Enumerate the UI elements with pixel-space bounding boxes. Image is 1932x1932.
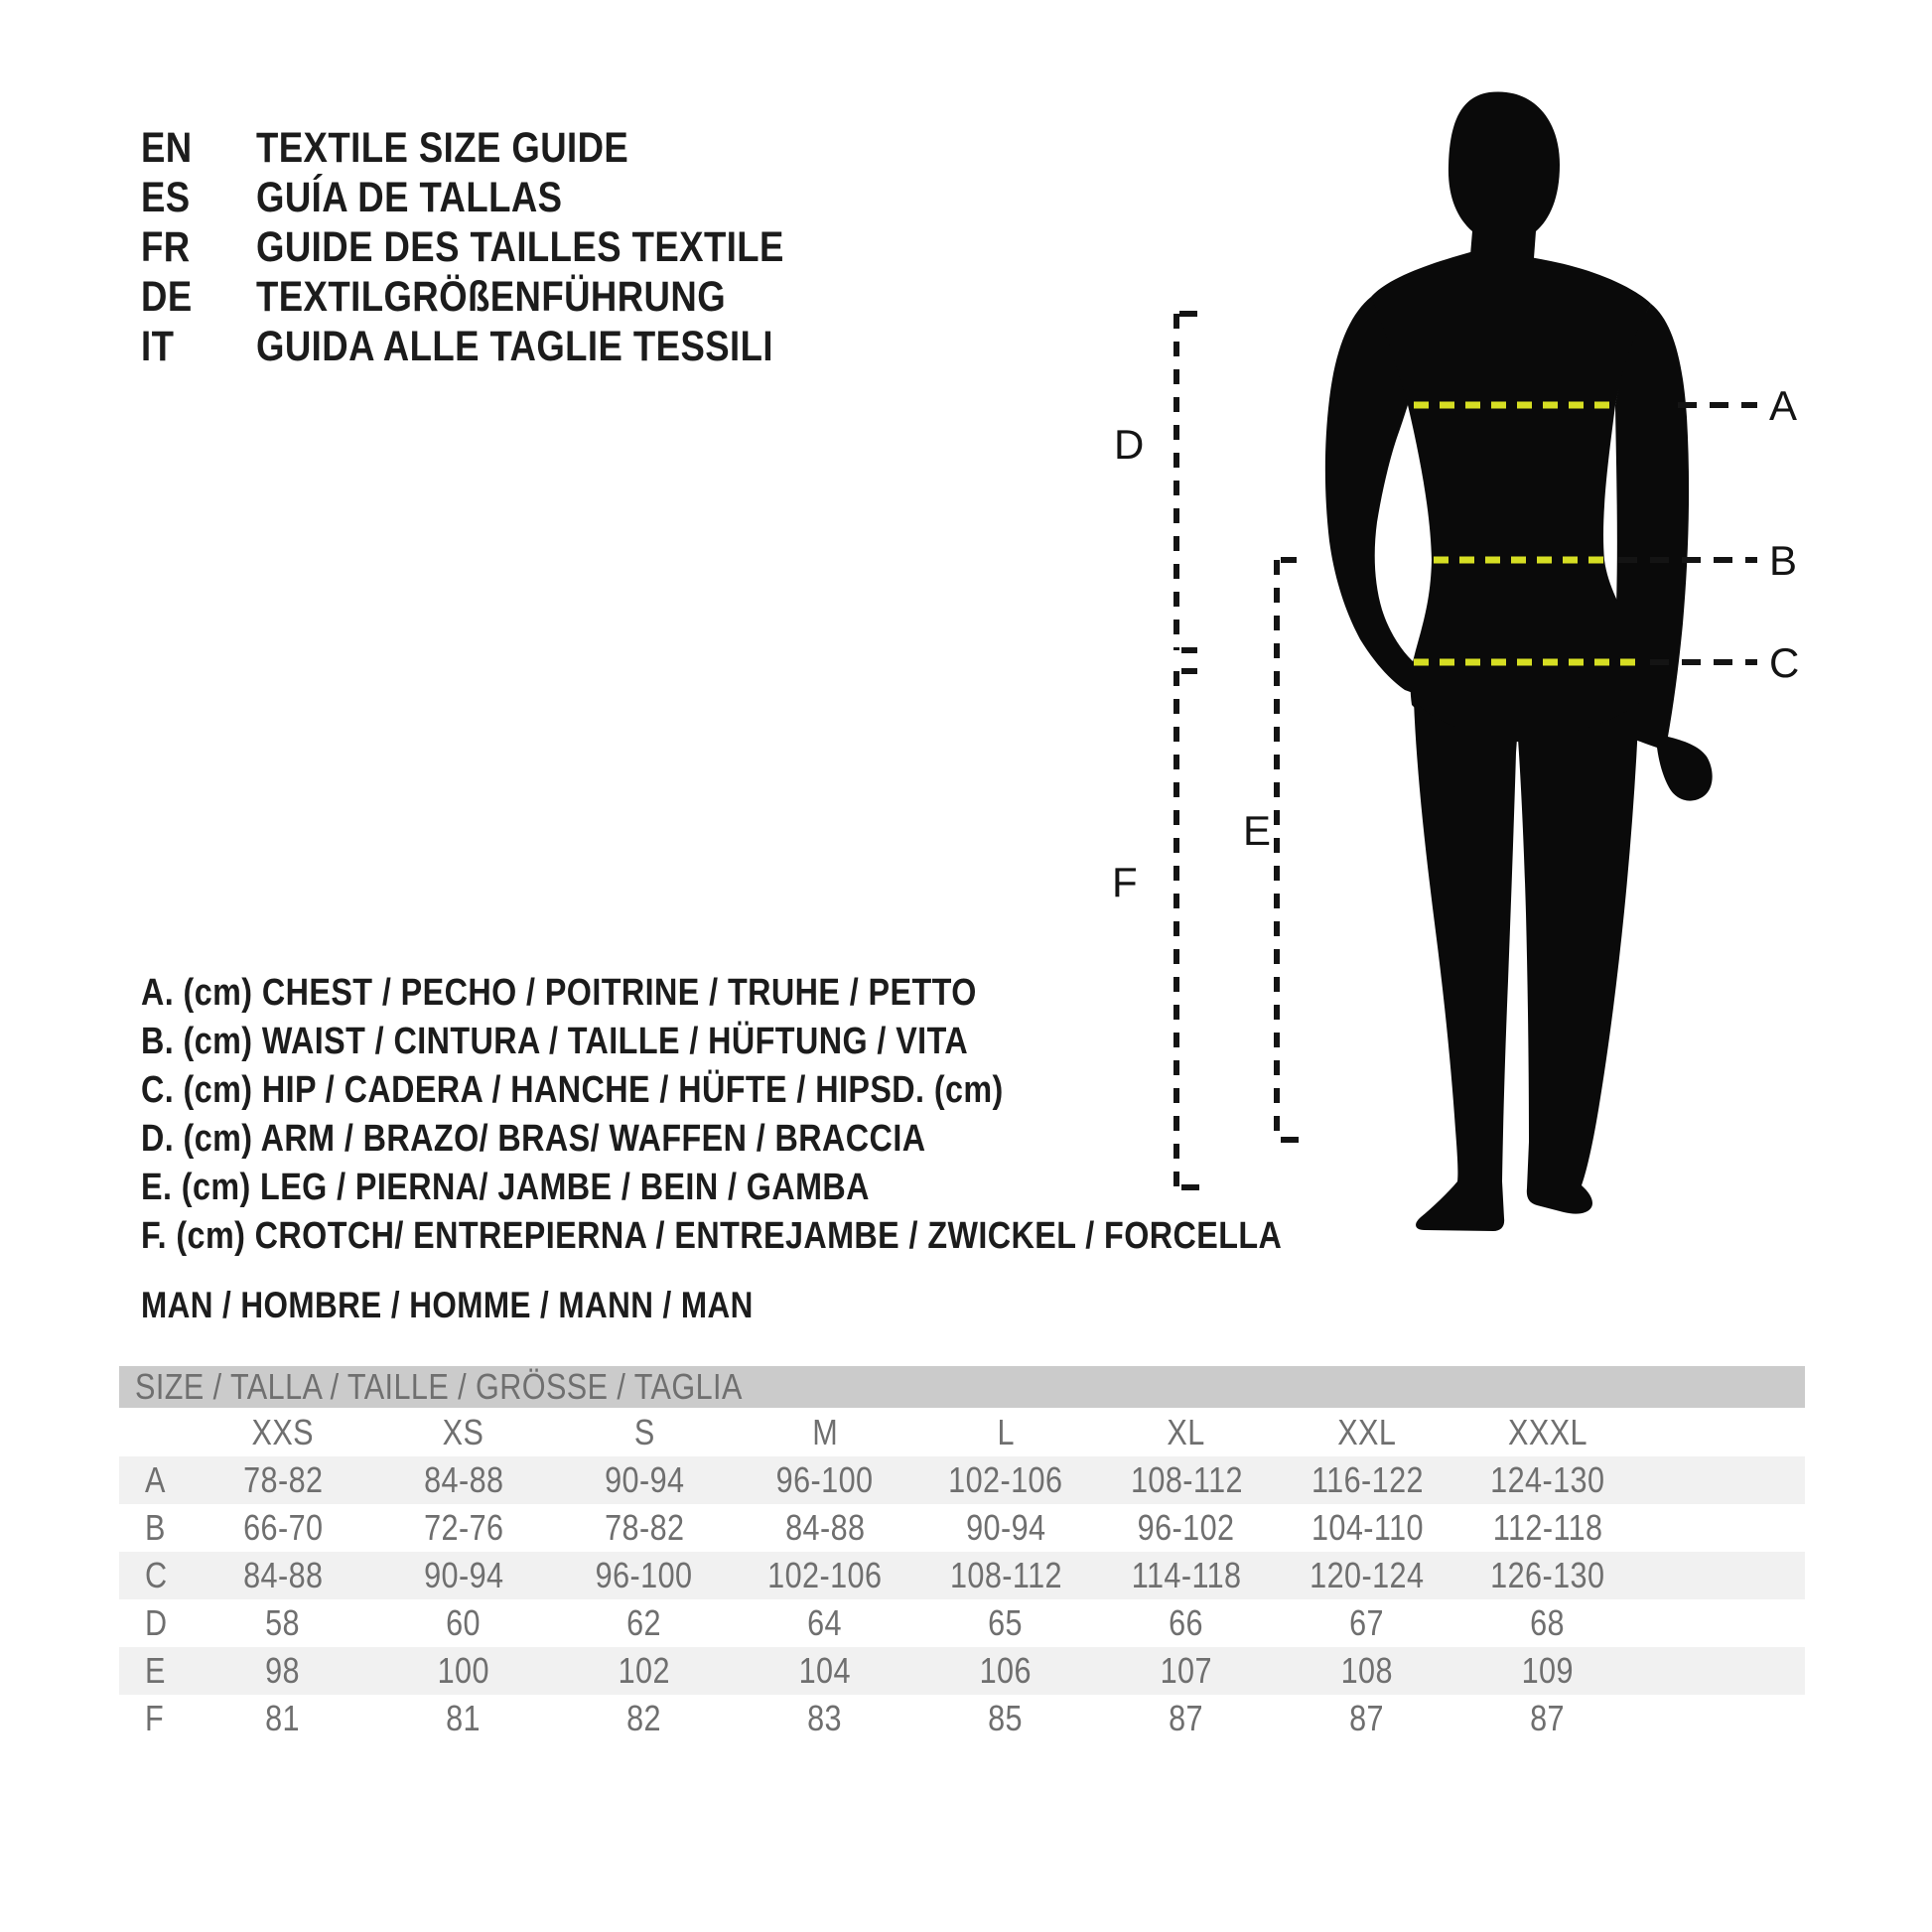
table-cell [915,1695,1096,1742]
table-cell-text: 98 [265,1650,301,1691]
table-cell-text: 83 [807,1698,843,1738]
row-label [119,1552,193,1599]
row-label [119,1647,193,1695]
table-cell-text: 108-112 [949,1555,1062,1595]
table-cell-text: 87 [1530,1698,1566,1738]
hip-marker-label: C [1769,639,1800,686]
size-column-header-text: XXS [251,1411,315,1452]
measurement-definition [141,1066,1483,1115]
language-code [141,323,256,371]
row-label [119,1599,193,1647]
waist-marker-label: B [1769,537,1798,584]
table-cell [193,1504,373,1552]
measurement-definition [141,1164,1483,1212]
guide-title-text: TEXTILGRÖßENFÜHRUNG [256,272,727,321]
size-column-header [1457,1408,1638,1456]
table-cell [554,1456,735,1504]
row-label [119,1695,193,1742]
language-code-text: ES [141,173,191,221]
table-cell-text: 90-94 [423,1555,504,1595]
table-cell-text: 120-124 [1310,1555,1425,1595]
size-table-header-text: SIZE / TALLA / TAILLE / GRÖSSE / TAGLIA [135,1366,743,1407]
guide-title-text: TEXTILE SIZE GUIDE [256,123,629,172]
guide-title-text: GUIDA ALLE TAGLIE TESSILI [256,322,773,370]
measurement-definition [141,1115,1483,1164]
table-cell [554,1695,735,1742]
measurement-definition-text: F. (cm) CROTCH/ ENTREPIERNA / ENTREJAMBE / ZWICKEL / FORCELLA [141,1215,1283,1257]
table-cell [373,1504,554,1552]
measurement-definition [141,1018,1483,1066]
language-code [141,124,256,173]
table-cell [915,1599,1096,1647]
table-cell-text: 126-130 [1490,1555,1605,1595]
table-cell-text: 68 [1530,1602,1566,1643]
table-cell-text: 67 [1349,1602,1385,1643]
row-label-text: B [145,1507,166,1548]
row-label-text: E [145,1650,166,1691]
row-label [119,1456,193,1504]
table-cell [554,1552,735,1599]
row-label-text: D [145,1602,168,1643]
chest-marker-label: A [1769,382,1798,429]
table-cell-text: 87 [1349,1698,1385,1738]
leg-marker-label: E [1243,807,1272,854]
size-column-header [1277,1408,1457,1456]
table-cell-text: 66 [1169,1602,1204,1643]
table-cell [193,1695,373,1742]
size-column-header [193,1408,373,1456]
table-cell [1096,1695,1277,1742]
size-column-header-text: L [997,1411,1015,1452]
table-cell-text: 90-94 [965,1507,1046,1548]
table-row [119,1504,1805,1552]
table-cell [1457,1647,1638,1695]
table-cell-text: 82 [626,1698,662,1738]
table-cell [1457,1456,1638,1504]
table-row [119,1552,1805,1599]
table-cell-text: 124-130 [1490,1459,1605,1500]
table-cell-text: 65 [988,1602,1024,1643]
table-cell-text: 102-106 [948,1459,1063,1500]
table-cell-text: 66-70 [242,1507,324,1548]
size-column-header-text: XS [443,1411,484,1452]
language-line [141,272,878,322]
guide-title [256,174,617,222]
measurement-definition-text: A. (cm) CHEST / PECHO / POITRINE / TRUHE / PETTO [141,972,977,1014]
language-code-text: EN [141,123,193,172]
measurement-definition [141,969,1483,1018]
table-cell-text: 104 [798,1650,852,1691]
language-line [141,173,878,222]
language-code [141,273,256,322]
language-code-text: FR [141,222,191,271]
table-cell [915,1456,1096,1504]
guide-title [256,323,865,371]
crotch-marker-label: F [1112,859,1138,905]
table-cell-text: 81 [446,1698,482,1738]
table-cell [735,1599,915,1647]
table-cell-text: 102 [618,1650,671,1691]
guide-title [256,223,878,272]
measurement-legend [141,969,1483,1261]
table-row [119,1599,1805,1647]
table-cell [1457,1552,1638,1599]
table-cell-text: 78-82 [242,1459,324,1500]
table-cell [1457,1695,1638,1742]
measurement-definition-text: E. (cm) LEG / PIERNA/ JAMBE / BEIN / GAMBA [141,1167,870,1208]
language-code [141,174,256,222]
table-cell [1096,1552,1277,1599]
measurement-definition-text: B. (cm) WAIST / CINTURA / TAILLE / HÜFTUNG / VITA [141,1021,969,1062]
table-cell-text: 114-118 [1131,1555,1242,1595]
table-cell-text: 102-106 [767,1555,883,1595]
size-columns-row [119,1408,1805,1456]
table-cell [1277,1599,1457,1647]
table-cell-text: 106 [979,1650,1033,1691]
table-cell [1096,1456,1277,1504]
table-cell-text: 60 [446,1602,482,1643]
size-table-body [119,1456,1805,1742]
table-cell-text: 96-102 [1138,1507,1235,1548]
table-cell [1277,1647,1457,1695]
table-cell [1277,1695,1457,1742]
language-code [141,223,256,272]
table-cell [1096,1504,1277,1552]
table-cell [735,1504,915,1552]
table-cell [193,1599,373,1647]
table-cell-text: 90-94 [604,1459,685,1500]
table-cell-text: 81 [265,1698,301,1738]
size-column-header [735,1408,915,1456]
language-code-text: DE [141,272,193,321]
table-cell [554,1504,735,1552]
row-label-text: C [145,1555,168,1595]
table-row [119,1647,1805,1695]
table-cell [915,1647,1096,1695]
table-row [119,1695,1805,1742]
table-cell-text: 78-82 [604,1507,685,1548]
table-cell [373,1552,554,1599]
table-cell [1096,1647,1277,1695]
table-cell-text: 96-100 [596,1555,693,1595]
gender-line [141,1283,862,1328]
table-cell-text: 85 [988,1698,1024,1738]
table-cell-text: 104-110 [1311,1507,1424,1548]
table-cell [915,1552,1096,1599]
table-cell [735,1695,915,1742]
size-table [119,1366,1805,1742]
table-cell [1457,1599,1638,1647]
size-column-header-text: XXXL [1508,1411,1587,1452]
corner-cell [119,1408,193,1456]
size-column-header [1096,1408,1277,1456]
table-cell [1457,1504,1638,1552]
size-column-header-text: XL [1167,1411,1206,1452]
size-column-header-text: XXL [1337,1411,1397,1452]
table-cell-text: 84-88 [423,1459,504,1500]
row-label [119,1504,193,1552]
table-cell [193,1647,373,1695]
language-title-block [141,123,878,371]
language-code-text: IT [141,322,175,370]
measurement-definition [141,1212,1483,1261]
table-cell [373,1456,554,1504]
table-cell-text: 112-118 [1492,1507,1603,1548]
table-cell-text: 58 [265,1602,301,1643]
table-cell [554,1599,735,1647]
guide-title [256,273,809,322]
guide-title-text: GUÍA DE TALLAS [256,173,563,221]
table-cell-text: 116-122 [1311,1459,1424,1500]
table-cell-text: 109 [1521,1650,1575,1691]
size-column-header-text: M [812,1411,838,1452]
silhouette-right-leg [1518,703,1639,1214]
table-cell-text: 100 [437,1650,490,1691]
table-cell [373,1599,554,1647]
table-cell [554,1647,735,1695]
table-cell-text: 108-112 [1130,1459,1243,1500]
table-cell-text: 107 [1160,1650,1213,1691]
table-cell [1096,1599,1277,1647]
guide-title [256,124,694,173]
table-cell-text: 84-88 [242,1555,324,1595]
table-cell [735,1552,915,1599]
arm-marker-label: D [1114,421,1145,468]
row-label-text: A [145,1459,166,1500]
table-cell [193,1552,373,1599]
table-cell [735,1647,915,1695]
size-column-header [915,1408,1096,1456]
table-cell-text: 62 [626,1602,662,1643]
table-cell-text: 84-88 [784,1507,866,1548]
table-cell [1277,1456,1457,1504]
language-line [141,123,878,173]
table-cell-text: 87 [1169,1698,1204,1738]
gender-line-text: MAN / HOMBRE / HOMME / MANN / MAN [141,1285,754,1325]
table-cell [1277,1504,1457,1552]
language-line [141,322,878,371]
table-cell [373,1647,554,1695]
measurement-definition-text: D. (cm) ARM / BRAZO/ BRAS/ WAFFEN / BRACCIA [141,1118,926,1160]
guide-title-text: GUIDE DES TAILLES TEXTILE [256,222,784,271]
size-table-header [119,1366,1805,1408]
table-cell-text: 72-76 [423,1507,504,1548]
size-column-header [373,1408,554,1456]
size-column-header-text: S [633,1411,655,1452]
table-cell [735,1456,915,1504]
table-cell [915,1504,1096,1552]
row-label-text: F [145,1698,165,1738]
table-cell [373,1695,554,1742]
table-cell-text: 108 [1340,1650,1394,1691]
measurement-definition-text: C. (cm) HIP / CADERA / HANCHE / HÜFTE / HIPSD. (cm) [141,1069,1004,1111]
language-line [141,222,878,272]
size-column-header [554,1408,735,1456]
table-cell-text: 64 [807,1602,843,1643]
table-row [119,1456,1805,1504]
table-cell-text: 96-100 [776,1459,874,1500]
table-cell [1277,1552,1457,1599]
silhouette-head [1449,91,1560,265]
table-cell [193,1456,373,1504]
